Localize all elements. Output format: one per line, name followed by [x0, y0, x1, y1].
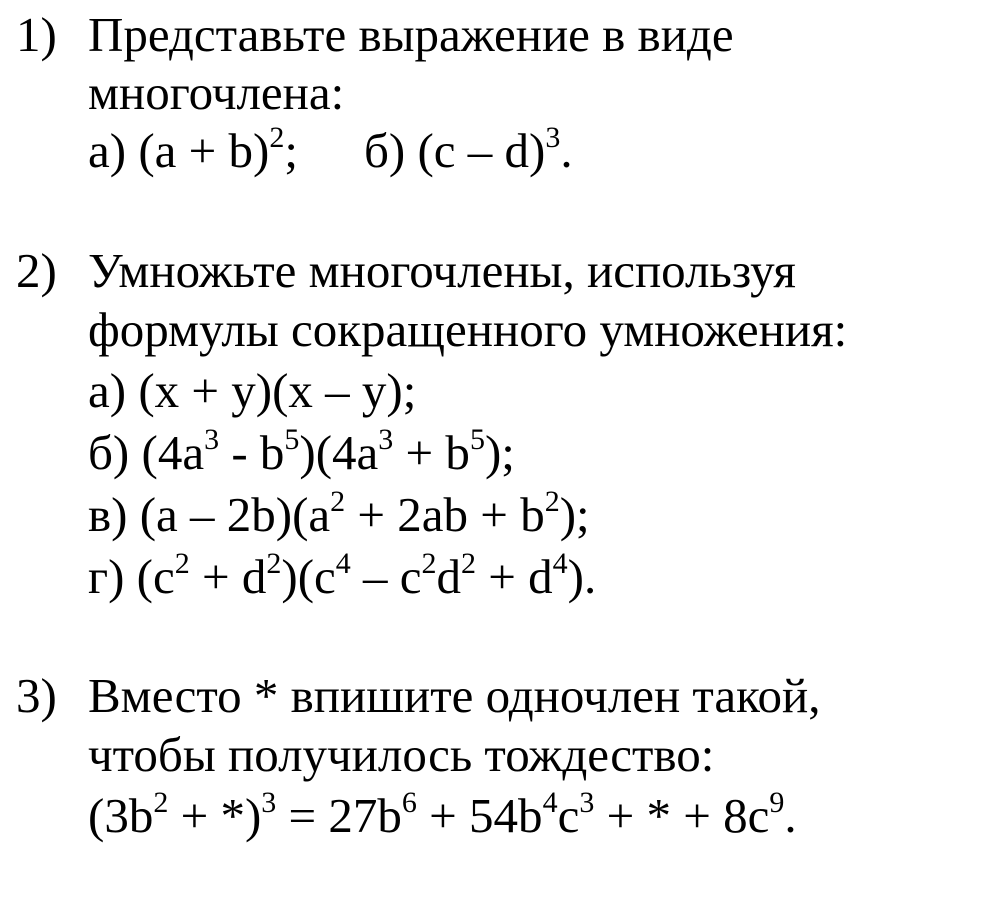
task2-item-b-part1: (4a	[141, 425, 205, 480]
task2-item-b-part3: )(4a	[299, 425, 379, 480]
task2-item-g-exp5: 2	[461, 547, 477, 580]
task3-eq-part1: (3b	[88, 788, 154, 843]
task2-item-v-exp1: 2	[330, 485, 346, 518]
task3-text-line2: чтобы получилось тождество:	[88, 727, 715, 782]
task2-item-v-row	[88, 485, 590, 542]
task2-item-b-exp4: 5	[469, 423, 485, 456]
task2-item-g-part5: d	[436, 549, 462, 604]
task2-item-g-exp6: 4	[552, 547, 568, 580]
task3-eq-part6: + * + 8c	[594, 788, 770, 843]
task1-item-a-exponent: 2	[269, 121, 285, 154]
task2-item-a-expr: (x + y)(x – y);	[138, 363, 417, 418]
task1-item-a-label: а)	[88, 123, 127, 178]
task1-item-a-end: ;	[284, 123, 298, 178]
task2-item-g-exp2: 2	[266, 547, 282, 580]
task2-item-v-part2: + 2ab + b	[345, 487, 545, 542]
task3-text-line1: Вместо * впишите одночлен такой,	[88, 668, 821, 723]
task2-item-g-part6: + d	[476, 549, 553, 604]
task1-item-b-base: (c – d)	[417, 123, 546, 178]
task3-eq-part5: c	[557, 788, 580, 843]
task1-item-b-label: б)	[363, 123, 406, 178]
task3-eq-exp6: 9	[769, 786, 785, 819]
task2-item-g-part2: + d	[189, 549, 267, 604]
task2-item-b-part4: + b	[393, 425, 470, 480]
task2-item-b-part5: );	[484, 425, 515, 480]
task2-item-b-part2: - b	[219, 425, 285, 480]
task3-eq-exp2: 3	[261, 786, 277, 819]
task2-item-g-label: г)	[88, 549, 125, 604]
task3-eq-part7: .	[784, 788, 797, 843]
task3-eq-exp4: 4	[542, 786, 558, 819]
task2-text-line1: Умножьте многочлены, используя	[88, 243, 796, 298]
task2-item-g-exp4: 2	[421, 547, 437, 580]
task3-eq-exp3: 6	[401, 786, 417, 819]
task2-item-g-exp3: 4	[335, 547, 351, 580]
task1-item-b-end: .	[560, 123, 573, 178]
task2-item-v-part3: );	[559, 487, 590, 542]
task1-item-b-exponent: 3	[545, 121, 561, 154]
task2-item-a-label: а)	[88, 363, 127, 418]
task3-eq-part3: = 27b	[276, 788, 402, 843]
task2-item-g-part4: – c	[350, 549, 422, 604]
task2-item-a-row	[88, 363, 417, 418]
task3-number: 3)	[16, 668, 57, 723]
task1-text-line2: многочлена:	[88, 65, 345, 120]
task2-item-b-exp3: 3	[378, 423, 394, 456]
task2-item-b-exp2: 5	[284, 423, 300, 456]
task2-item-g-part7: ).	[567, 549, 597, 604]
task2-item-v-exp2: 2	[544, 485, 560, 518]
task3-eq-exp1: 2	[153, 786, 169, 819]
task2-item-g-part1: (c	[136, 549, 175, 604]
task3-eq-part4: + 54b	[416, 788, 543, 843]
task2-number: 2)	[16, 243, 57, 298]
task3-eq-part2: + *)	[168, 788, 262, 843]
task3-equation	[88, 786, 797, 843]
task2-item-v-label: в)	[88, 487, 128, 542]
task2-item-b-exp1: 3	[204, 423, 220, 456]
task1-item-a-base: (a + b)	[138, 123, 270, 178]
task2-item-g-row	[88, 547, 597, 604]
task2-item-g-exp1: 2	[174, 547, 190, 580]
task1-items-row	[88, 121, 573, 178]
task2-item-b-label: б)	[88, 425, 130, 480]
task2-text-line2: формулы сокращенного умножения:	[88, 302, 848, 357]
task2-item-b-row	[88, 423, 515, 480]
task2-item-v-part1: (a – 2b)(a	[139, 487, 331, 542]
task1-number: 1)	[16, 7, 57, 62]
task3-eq-exp5: 3	[579, 786, 595, 819]
task1-text-line1: Представьте выражение в виде	[88, 7, 734, 62]
task2-item-g-part3: )(c	[281, 549, 336, 604]
